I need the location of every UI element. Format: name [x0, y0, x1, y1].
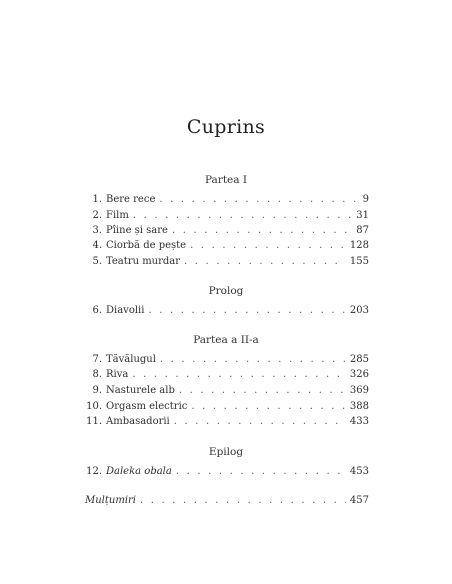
- toc-entry: [88, 385, 369, 399]
- section-heading-epilog: Epilog: [208, 446, 244, 458]
- toc-entry-title: Orgasm electric: [106, 401, 188, 412]
- dot-leader: [191, 401, 346, 412]
- toc-entry-page: 369: [349, 385, 369, 396]
- toc-entry-page: 433: [349, 416, 369, 427]
- toc-entry-number: 10.: [86, 401, 102, 412]
- toc-entry-title: Ambasadorii: [106, 416, 170, 427]
- toc-entry-page: 326: [349, 369, 369, 380]
- toc-entry-page: 457: [349, 495, 369, 506]
- toc-entry-acknowledgements: [85, 495, 369, 509]
- toc-entry-title: Diavolii: [106, 305, 145, 316]
- dot-leader: [132, 369, 346, 380]
- toc-entry: [88, 256, 369, 270]
- toc-entry: [88, 416, 369, 430]
- toc-entry-number: 6.: [92, 305, 102, 316]
- toc-entry-title: Mulțumiri: [85, 495, 136, 506]
- toc-entry-number: 1.: [92, 194, 102, 205]
- toc-entry-number: 8.: [92, 369, 102, 380]
- dot-leader: [179, 385, 346, 396]
- toc-entry: [88, 240, 369, 254]
- toc-entry: [88, 305, 369, 319]
- toc-entry-number: 11.: [86, 416, 102, 427]
- toc-entry: [88, 210, 369, 224]
- toc-entry-page: 388: [349, 401, 369, 412]
- section-heading-partea-i: Partea I: [204, 174, 248, 186]
- toc-entry: [88, 225, 369, 239]
- toc-entry-title: Riva: [106, 369, 129, 380]
- toc-entry: [88, 194, 369, 208]
- section-heading-partea-a-ii-a: Partea a II-a: [193, 334, 259, 346]
- toc-entry-title: Pîine și sare: [106, 225, 168, 236]
- toc-entry-title: Bere rece: [106, 194, 156, 205]
- toc-entry-number: 9.: [92, 385, 102, 396]
- dot-leader: [159, 194, 358, 205]
- toc-entry-title: Nasturele alb: [106, 385, 175, 396]
- dot-leader: [140, 495, 346, 506]
- dot-leader: [160, 354, 346, 365]
- toc-entry-number: 5.: [92, 256, 102, 267]
- dot-leader: [174, 416, 346, 427]
- page-title: Cuprins: [186, 116, 266, 138]
- dot-leader: [184, 256, 346, 267]
- toc-entry-number: 2.: [92, 210, 102, 221]
- toc-entry-page: 285: [349, 354, 369, 365]
- toc-entry-title: Teatru murdar: [106, 256, 181, 267]
- toc-entry-number: 3.: [92, 225, 102, 236]
- dot-leader: [133, 210, 352, 221]
- toc-entry-title: Daleka obala: [106, 466, 172, 477]
- toc-entry-number: 7.: [92, 354, 102, 365]
- toc-entry-page: 155: [349, 256, 369, 267]
- dot-leader: [190, 240, 346, 251]
- toc-entry: [88, 401, 369, 415]
- toc-entry-page: 87: [356, 225, 369, 236]
- toc-entry: [88, 369, 369, 383]
- dot-leader: [176, 466, 346, 477]
- toc-entry-number: 12.: [86, 466, 102, 477]
- toc-entry-page: 9: [362, 194, 369, 205]
- toc-entry-title: Film: [106, 210, 129, 221]
- toc-entry-page: 128: [349, 240, 369, 251]
- toc-entry-page: 203: [349, 305, 369, 316]
- section-heading-prolog: Prolog: [208, 285, 244, 297]
- toc-entry-number: 4.: [92, 240, 102, 251]
- dot-leader: [172, 225, 352, 236]
- toc-entry: [88, 354, 369, 368]
- toc-entry-page: 31: [356, 210, 369, 221]
- toc-entry-title: Tăvălugul: [106, 354, 156, 365]
- toc-entry-title: Ciorbă de pește: [106, 240, 187, 251]
- toc-entry: [88, 466, 369, 480]
- toc-entry-page: 453: [349, 466, 369, 477]
- dot-leader: [148, 305, 345, 316]
